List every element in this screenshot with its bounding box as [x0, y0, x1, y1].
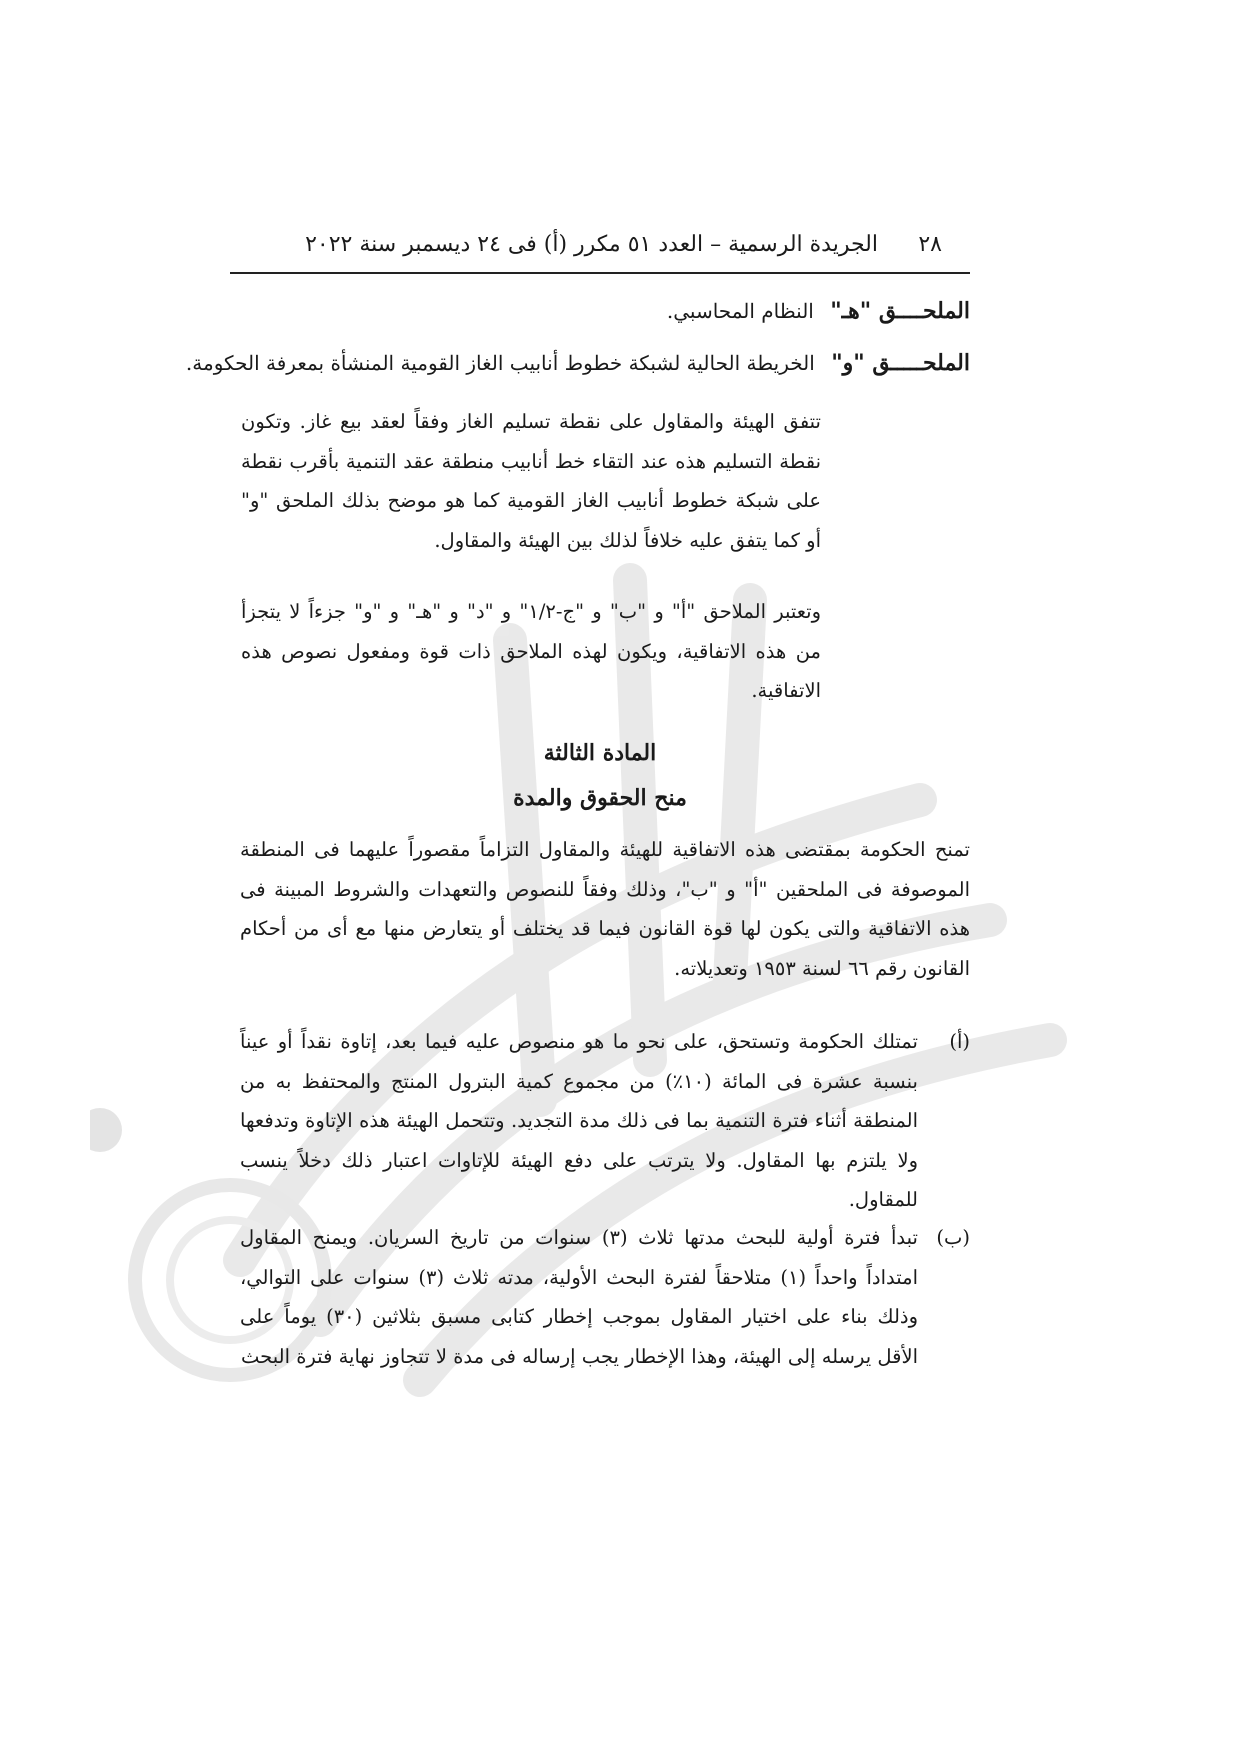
list-item-text: تبدأ فترة أولية للبحث مدتها ثلاث (٣) سنوات من تاريخ السريان. ويمنح المقاول امتداداً واحداً (١) متلاحقاً لفترة البحث الأولية، مدته ثلاث (٣) سنوات على التوالي، وذلك بناء على اختيار المقاول بموجب إخطار كتابى مسبق بثلاثين (٣٠) يوماً على الأقل يرسله إلى الهيئة، وهذا الإخطار يجب إرساله فى مدة لا تتجاوز نهاية فترة البحث [240, 1226, 918, 1368]
annexes-integral-paragraph: وتعتبر الملاحق "أ" و "ب" و "ج-١/٢" و "د" و "هـ" و "و" جزءاً لا يتجزأ من هذه الاتفاقية، ويكون لهذه الملاحق ذات قوة ومفعول نصوص هذه الاتفاقية. [241, 600, 821, 702]
list-item-a [240, 1022, 970, 1220]
list-item-text: تمتلك الحكومة وتستحق، على نحو ما هو منصوص عليه فيما بعد، إتاوة نقداً أو عيناً بنسبة عشرة فى المائة (١٠٪) من مجموع كمية البترول المنتج والمحتفظ به من المنطقة أثناء فترة التنمية بما فى ذلك مدة التجديد. وتتحمل الهيئة هذه الإتاوة وتدفعها ولا يلتزم بها المقاول. ولا يترتب على دفع الهيئة للإتاوات اعتبار ذلك دخلاً ينسب للمقاول. [240, 1030, 918, 1211]
annex-f-label: الملحـــــق "و" [831, 350, 970, 376]
grant-paragraph: تمنح الحكومة بمقتضى هذه الاتفاقية للهيئة والمقاول التزاماً مقصوراً عليهما فى المنطقة الموصوفة فى الملحقين "أ" و "ب"، وذلك وفقاً للنصوص والتعهدات والشروط المبينة فى هذه الاتفاقية والتى يكون لها قوة القانون فيما قد يختلف أو يتعارض منها مع أى من أحكام القانون رقم ٦٦ لسنة ١٩٥٣ وتعديلاته. [240, 838, 970, 980]
list-item-b [240, 1218, 970, 1376]
page-header [230, 228, 970, 274]
annex-f-row [185, 350, 970, 376]
annex-e-label: الملحــــق "هـ" [830, 298, 970, 324]
list-marker: (أ) [949, 1030, 970, 1053]
annex-e-row [240, 298, 970, 324]
list-marker: (ب) [936, 1226, 970, 1249]
annex-e-text: النظام المحاسبي. [666, 299, 814, 323]
article-title: المادة الثالثة [543, 740, 657, 766]
article-subtitle: منح الحقوق والمدة [513, 785, 687, 811]
page-number: ٢٨ [918, 232, 942, 257]
delivery-point-paragraph: تتفق الهيئة والمقاول على نقطة تسليم الغاز وفقاً لعقد بيع غاز. وتكون نقطة التسليم هذه عند التقاء خط أنابيب منطقة عقد التنمية بأقرب نقطة على شبكة خطوط أنابيب الغاز القومية كما هو موضح بذلك الملحق "و" أو كما يتفق عليه خلافاً لذلك بين الهيئة والمقاول. [241, 410, 821, 552]
gazette-title: الجريدة الرسمية – العدد ٥١ مكرر (أ) فى ٢٤ ديسمبر سنة ٢٠٢٢ [305, 232, 878, 257]
annex-f-text: الخريطة الحالية لشبكة خطوط أنابيب الغاز القومية المنشأة بمعرفة الحكومة. [185, 351, 815, 375]
